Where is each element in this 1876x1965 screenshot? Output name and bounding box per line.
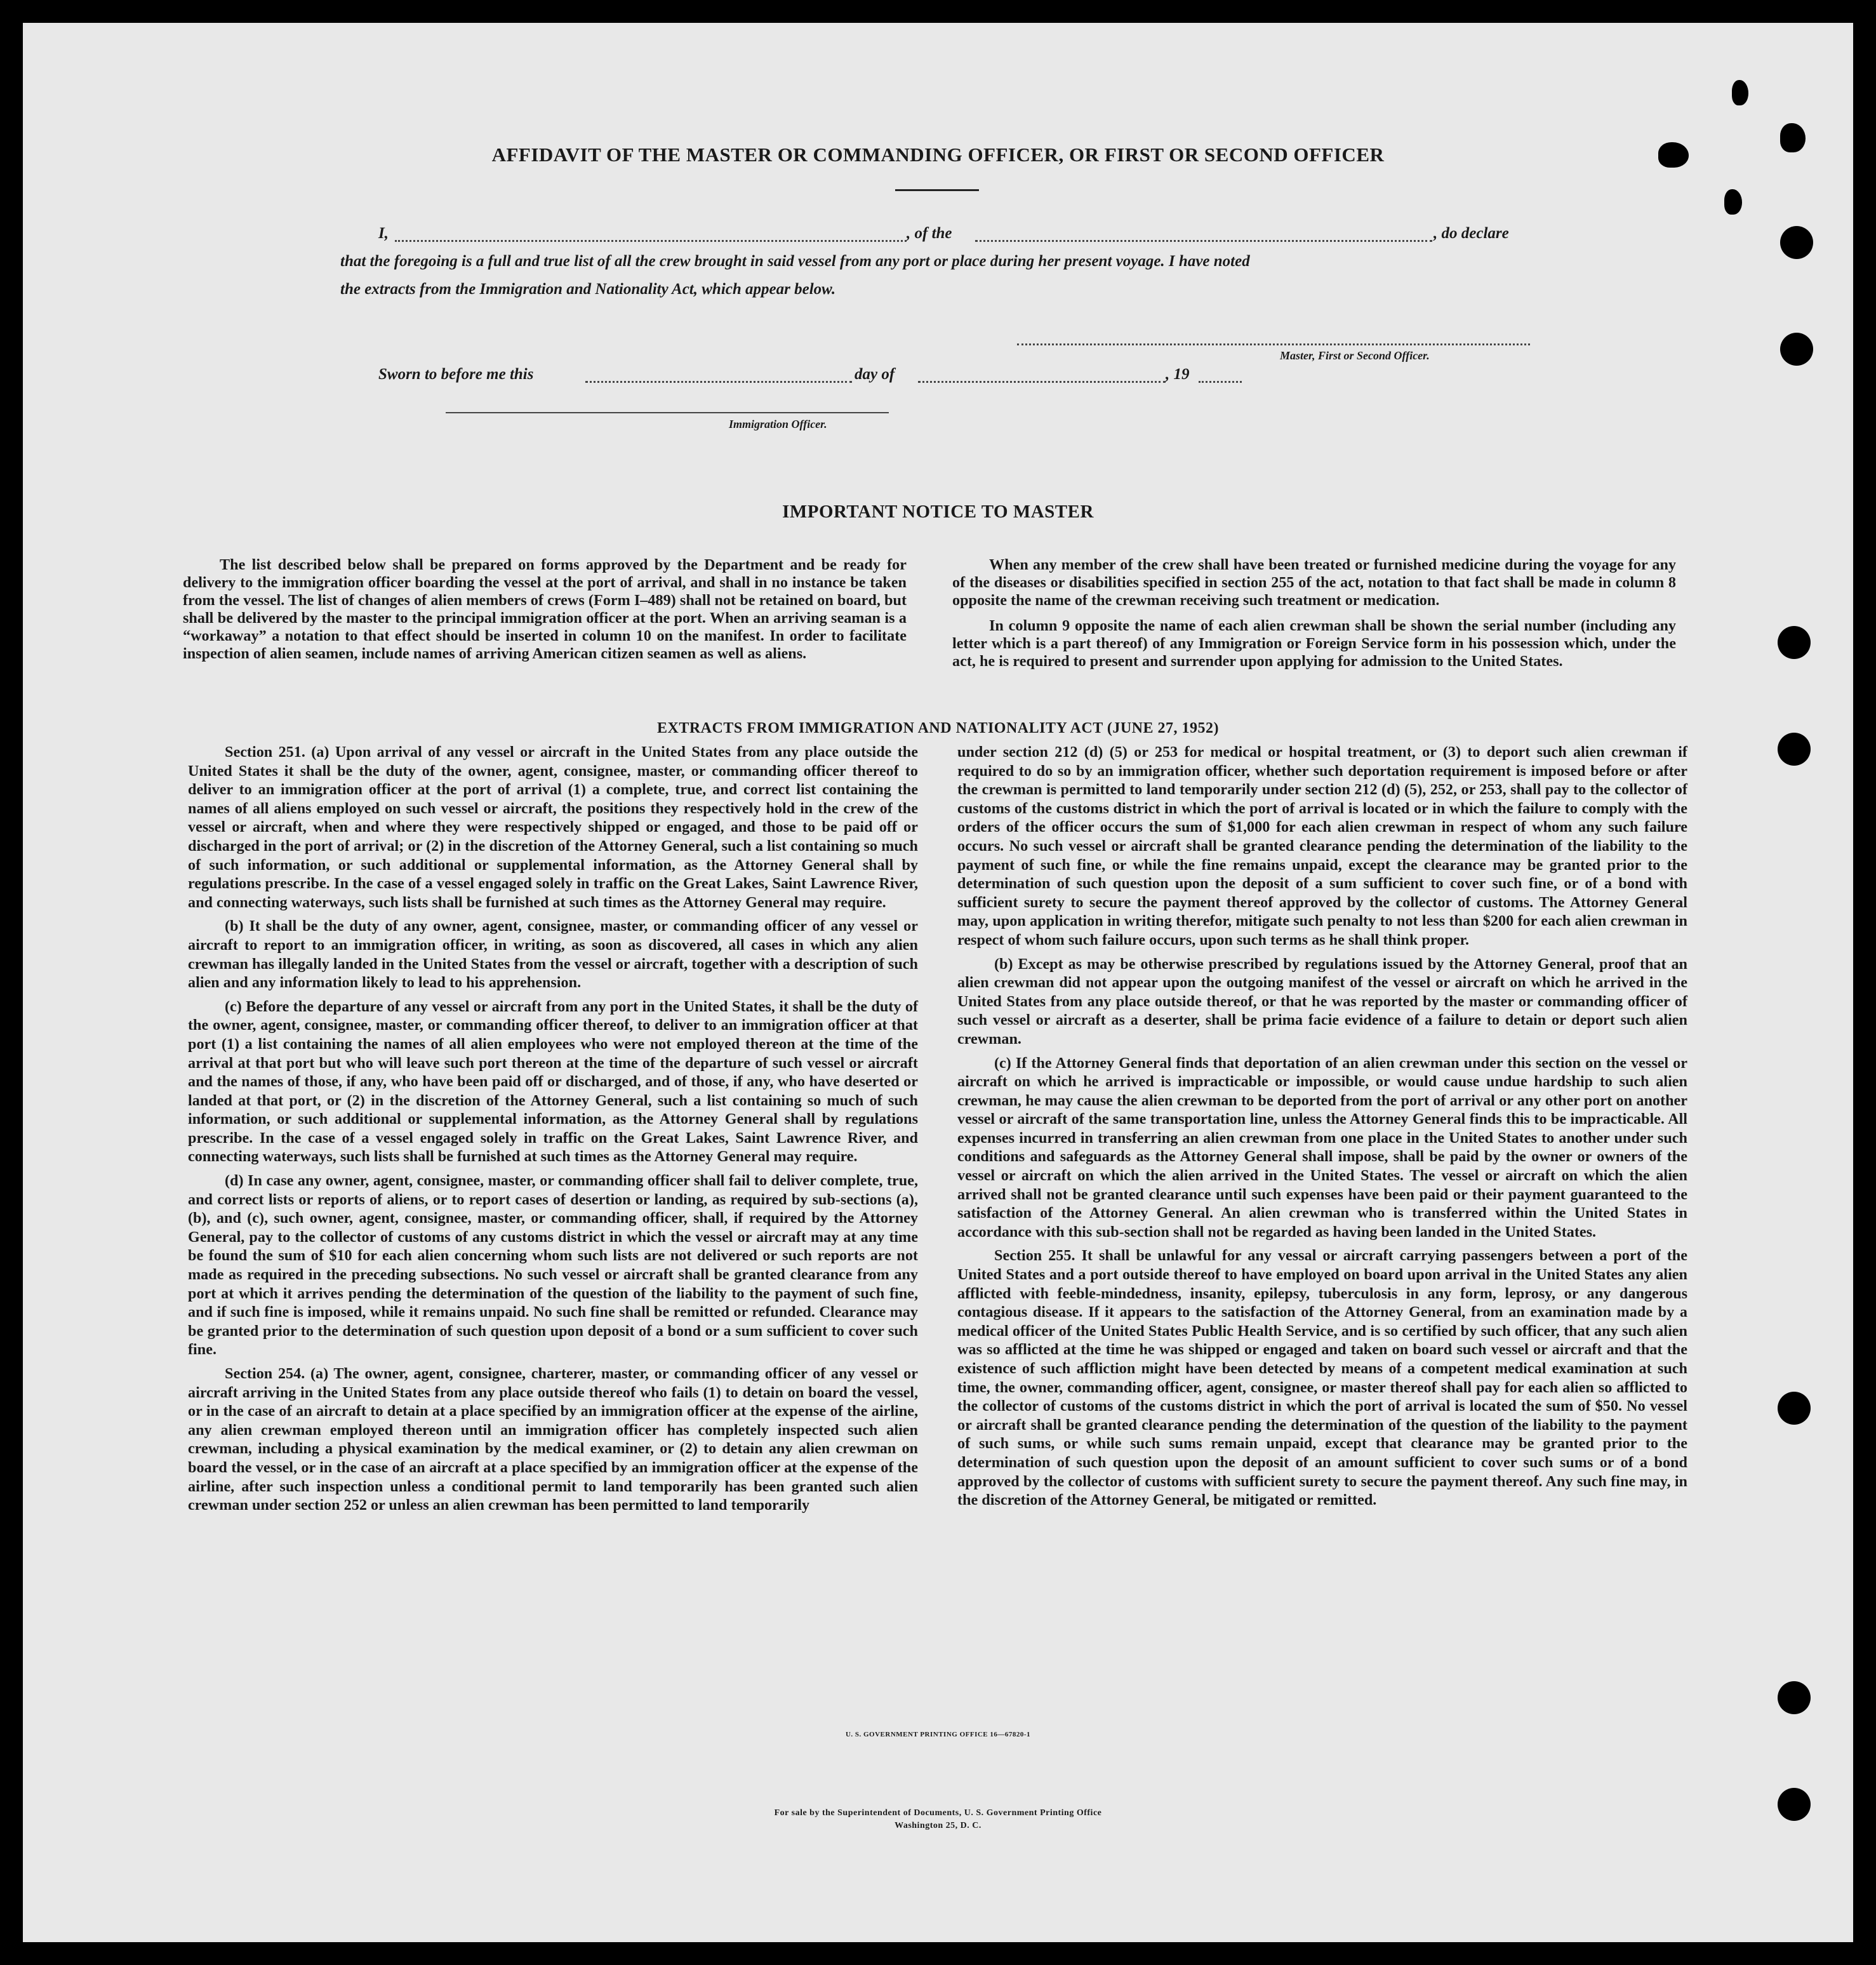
name-field-line[interactable] bbox=[395, 240, 907, 242]
declaration-line-2: the extracts from the Immigration and Nationality Act, which appear below. bbox=[340, 281, 836, 298]
vessel-field-line[interactable] bbox=[975, 240, 1432, 242]
extracts-left-column bbox=[188, 743, 918, 1515]
ink-mark bbox=[1780, 123, 1806, 152]
sale-line-2: Washington 25, D. C. bbox=[895, 1821, 981, 1830]
affidavit-i-label: I, bbox=[378, 225, 389, 242]
notice-title: IMPORTANT NOTICE TO MASTER bbox=[782, 502, 1094, 522]
ink-mark bbox=[1658, 142, 1689, 168]
sworn-month-field[interactable] bbox=[918, 381, 1166, 383]
notice-left-column bbox=[183, 556, 907, 663]
ink-mark bbox=[1724, 189, 1742, 215]
section-254-b: (b) Except as may be otherwise prescribed by regulations issued by the Attorney General, proof that an alien crewman did not appear upon the outgoing manifest of the vessel or aircraft on which he arrived in the United States from any place outside thereof, or that he was reported by the master or commanding officer of such vessel or aircraft as a deserter, shall be prima facie evidence of a failure to detain or deport such alien crewman. bbox=[957, 955, 1687, 1048]
year-prefix-label: , 19 bbox=[1166, 366, 1190, 383]
binder-hole bbox=[1778, 1392, 1811, 1425]
notice-left-paragraph: The list described below shall be prepared on forms approved by the Department and be ready for delivery to the immigration officer boarding the vessel at the port of arrival, and shall in no instance be taken from the vessel. The list of changes of alien members of crews (Form I–489) shall not be retained on board, but shall be delivered by the master to the principal immigration officer at the port. When an arriving seaman is a “workaway” a notation to that effect should be inserted in column 10 on the manifest. In order to facilitate inspection of alien seamen, include names of arriving American citizen seamen as well as aliens. bbox=[183, 556, 907, 662]
document-page bbox=[23, 23, 1853, 1942]
section-251-c: (c) Before the departure of any vessel or aircraft from any port in the United States, it shall be the duty of the owner, agent, consignee, master, or commanding officer thereof, to deliver to an immigration officer at that port (1) a list containing the names of all alien employees who were not employed thereon at the time of the arrival at that port but who will leave such port thereon at the time of the departure of such vessel or aircraft and the names of those, if any, who have been paid off or discharged, and of those, if any, who have deserted or landed at that port, or (2) in the discretion of the Attorney General, such a list containing so much of such information, or such additional or supplemental information, as the Attorney General shall by regulations prescribe. In the case of a vessel engaged solely in traffic on the Great Lakes, Saint Lawrence River, and connecting waterways, such lists shall be furnished at such times as the Attorney General may require. bbox=[188, 997, 918, 1166]
section-254-a: Section 254. (a) The owner, agent, consignee, charterer, master, or commanding officer of any vessel or aircraft arriving in the United States from any place outside thereof who fails (1) to detain on board the vessel, or in the case of an aircraft to detain at a place specified by an immigration officer at the expense of the airline, any alien crewman employed thereon until an immigration officer has completely inspected such alien crewman, including a physical examination by the medical examiner, or (2) to detain any alien crewman on board the vessel, or in the case of an aircraft at a place specified by an immigration officer at the expense of the airline, after such inspection unless a conditional permit to land temporarily has been granted such alien crewman under section 252 or unless an alien crewman has been permitted to land temporarily bbox=[188, 1365, 918, 1514]
section-251-d: (d) In case any owner, agent, consignee, master, or commanding officer shall fail to deliver complete, true, and correct lists or reports of aliens, or to report cases of desertion or landing, as required by sub-sections (a), (b), and (c), such owner, agent, consignee, master, or commanding officer, shall, if required by the Attorney General, pay to the collector of customs of any customs district in which the vessel or aircraft may at any time be found the sum of $10 for each alien concerning whom such lists are not delivered or such reports are not made as required in the preceding subsections. No such vessel or aircraft shall be granted clearance from any port at which it arrives pending the determination of the question of the liability to the payment of such fine, and if such fine is imposed, while it remains unpaid. No such fine shall be remitted or refunded. Clearance may be granted prior to the determination of such question upon deposit of a bond or a sum sufficient to cover such fine. bbox=[188, 1172, 918, 1359]
sworn-year-field[interactable] bbox=[1199, 381, 1242, 383]
immigration-officer-signature-line[interactable] bbox=[446, 412, 889, 413]
section-254-c: (c) If the Attorney General finds that deportation of an alien crewman under this section on the vessel or aircraft on which he arrived is impracticable or impossible, or would cause undue hardship to such alien crewman, he may cause the alien crewman to be deported from the port of arrival or any other port on another vessel or aircraft of the same transportation line, unless the Attorney General finds this to be impracticable. All expenses incurred in transferring an alien crewman from one place in the United States to another under such conditions and safeguards as the Attorney General shall impose, shall be paid by the owner or owners of the vessel or aircraft on which the alien arrived in the United States. The vessel or aircraft on which the alien arrived shall not be granted clearance until such expenses have been paid or their payment guaranteed to the satisfaction of the Attorney General. An alien crewman who is transferred within the United States in accordance with this sub-section shall not be regarded as having been landed in the United States. bbox=[957, 1054, 1687, 1241]
notice-right-paragraph-2: In column 9 opposite the name of each alien crewman shall be shown the serial number (including any letter which is a part thereof) of any Immigration or Foreign Service form in his possession which, under the act, he is required to present and surrender upon applying for admission to the United States. bbox=[952, 617, 1676, 670]
title-rule bbox=[895, 189, 979, 191]
notice-right-column bbox=[952, 556, 1676, 670]
section-251-b: (b) It shall be the duty of any owner, agent, consignee, master, or commanding officer of any vessel or aircraft to report to an immigration officer, in writing, as soon as discovered, all cases in which any alien crewman has illegally landed in the United States from the vessel or aircraft, together with a description of such alien and any information likely to lead to his apprehension. bbox=[188, 917, 918, 992]
binder-hole bbox=[1780, 226, 1813, 259]
officer-caption: Immigration Officer. bbox=[729, 418, 827, 430]
extracts-title: EXTRACTS FROM IMMIGRATION AND NATIONALITY ACT (JUNE 27, 1952) bbox=[657, 720, 1219, 736]
declaration-line-1: that the foregoing is a full and true list of all the crew brought in said vessel from any port or place during her present voyage. I have noted bbox=[340, 253, 1250, 270]
section-254-a-cont: under section 212 (d) (5) or 253 for medical or hospital treatment, or (3) to deport such alien crewman if required to do so by an immigration officer, whether such deportation requirement is imposed before or after the crewman is permitted to land temporarily under section 212 (d) (5), 252, or 253, shall pay to the collector of customs of the customs district in which the port of arrival is located or in which the failure to comply with the orders of the officer occurs the sum of $1,000 for each alien crewman in respect of whom any such failure occurs. No such vessel or aircraft shall be granted clearance pending the determination of the liability to the payment of such fine, or while the fine remains unpaid, except the clearance may be granted prior to the determination of such question upon the deposit of a sum sufficient to cover such fine, or of a bond with sufficient surety to secure the payment thereof approved by the collector of customs. The Attorney General may, upon application in writing therefor, mitigate such penalty to not less than $200 for each alien crewman in respect of whom such failure occurs, upon such terms as he shall think proper. bbox=[957, 743, 1687, 949]
day-of-label: day of bbox=[855, 366, 895, 383]
of-the-label: , of the bbox=[907, 225, 952, 242]
section-251-a: Section 251. (a) Upon arrival of any vessel or aircraft in the United States from any place outside the United States it shall be the duty of the owner, agent, consignee, master, or commanding officer thereof to deliver to an immigration officer at the port of arrival (1) a complete, true, and correct list containing the names of all aliens employed on such vessel or aircraft, the positions they respectively hold in the crew of the vessel or aircraft, when and where they were respectively shipped or engaged, and those to be paid off or discharged in the port of arrival; or (2) in the discretion of the Attorney General, such a list containing so much of such information, or such additional or supplemental information, as the Attorney General shall by regulations prescribe. In the case of a vessel engaged solely in traffic on the Great Lakes, Saint Lawrence River, and connecting waterways, such lists shall be furnished at such times as the Attorney General may require. bbox=[188, 743, 918, 911]
master-signature-line[interactable] bbox=[1017, 343, 1530, 345]
do-declare-label: , do declare bbox=[1434, 225, 1509, 242]
binder-hole bbox=[1778, 733, 1811, 766]
binder-hole bbox=[1780, 333, 1813, 366]
sworn-day-field[interactable] bbox=[585, 381, 852, 383]
binder-hole bbox=[1778, 626, 1811, 659]
binder-hole bbox=[1778, 1681, 1811, 1714]
notice-right-paragraph-1: When any member of the crew shall have been treated or furnished medicine during the voyage for any of the diseases or disabilities specified in section 255 of the act, notation to that fact shall be made in column 8 opposite the name of the crewman receiving such treatment or medication. bbox=[952, 556, 1676, 609]
affidavit-title: AFFIDAVIT OF THE MASTER OR COMMANDING OFFICER, OR FIRST OR SECOND OFFICER bbox=[491, 143, 1385, 166]
ink-mark bbox=[1732, 80, 1748, 105]
sale-line-1: For sale by the Superintendent of Documents, U. S. Government Printing Office bbox=[774, 1808, 1102, 1818]
printing-office-imprint: U. S. GOVERNMENT PRINTING OFFICE 16—67820-1 bbox=[845, 1731, 1031, 1738]
binder-hole bbox=[1778, 1788, 1811, 1821]
signature-caption: Master, First or Second Officer. bbox=[1280, 349, 1430, 362]
section-255: Section 255. It shall be unlawful for any vessal or aircraft carrying passengers between a port of the United States and a port outside thereof to have employed on board upon arrival in the United States any alien afflicted with feeble-mindedness, insanity, epilepsy, tuberculosis in any form, leprosy, or any dangerous contagious disease. If it appears to the satisfaction of the Attorney General, from an examination made by a medical officer of the United States Public Health Service, and is so certified by such officer, that any such alien was so afflicted at the time he was shipped or engaged and taken on board such vessel or aircraft and that the existence of such affliction might have been detected by means of a competent medical examination at such time, the owner, commanding officer, agent, consignee, or master thereof shall pay for each alien so afflicted to the collector of customs of the customs district in which the port of arrival is located the sum of $50. No vessel or aircraft shall be granted clearance pending the determination of the question of the liability to the payment of such sums, or while such sums remain unpaid, except that clearance may be granted prior to the determination of such question upon the deposit of an amount sufficient to cover such sums or of a bond approved by the collector of customs with sufficient surety to secure the payment thereof. Any such fine may, in the discretion of the Attorney General, be mitigated or remitted. bbox=[957, 1247, 1687, 1509]
extracts-right-column bbox=[957, 743, 1687, 1510]
sworn-label: Sworn to before me this bbox=[378, 366, 534, 383]
